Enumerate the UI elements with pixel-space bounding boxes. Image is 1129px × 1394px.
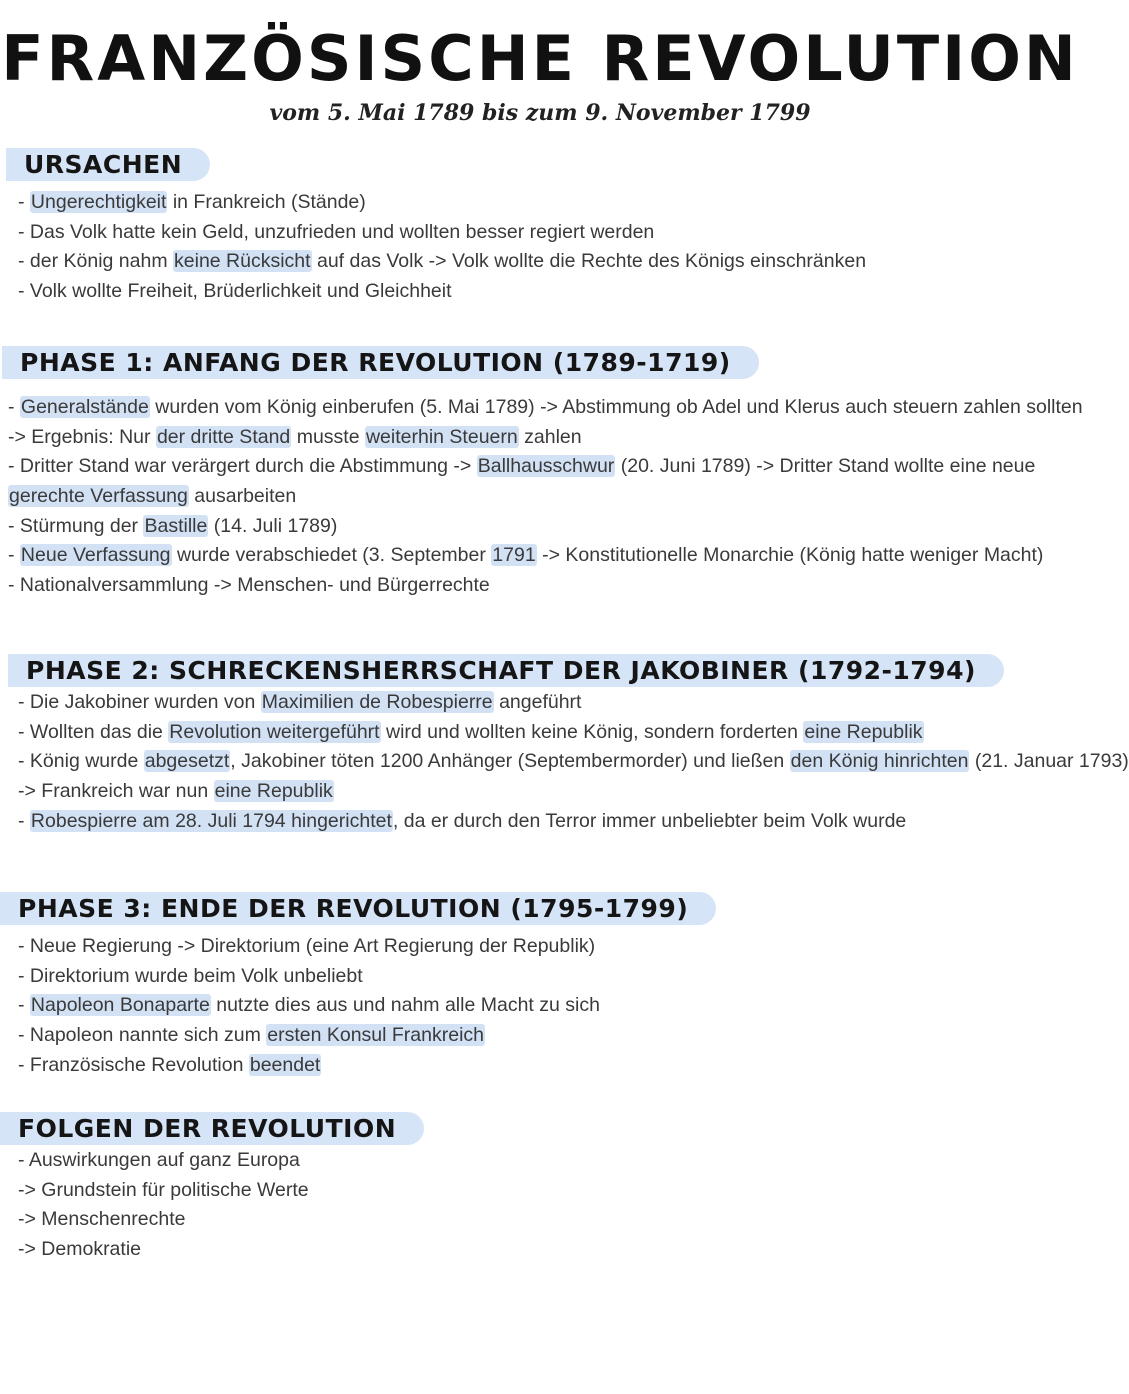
note-text: auf das Volk -> Volk wollte die Rechte des Königs einschränken (311, 250, 867, 273)
note-line (18, 277, 866, 307)
section-heading-folgen: FOLGEN DER REVOLUTION (0, 1112, 424, 1145)
note-line (18, 188, 866, 218)
highlighted-term: Napoleon Bonaparte (30, 994, 210, 1017)
highlighted-term: eine Republik (214, 780, 333, 803)
note-line (18, 932, 600, 962)
note-line (18, 807, 1129, 837)
note-text: angeführt (493, 691, 582, 713)
page-title: FRANZÖSISCHE REVOLUTION (1, 22, 1079, 95)
note-line (8, 393, 1083, 423)
note-line (18, 777, 1129, 807)
highlighted-term: weiterhin Steuern (365, 425, 518, 448)
section-body-phase-1 (8, 393, 1083, 601)
note-text: - Das Volk hatte kein Geld, unzufrieden und wollten besser regiert werden (18, 220, 655, 243)
note-line (18, 688, 1129, 718)
note-line (18, 1205, 309, 1235)
highlighted-term: Revolution weitergeführt (169, 720, 380, 743)
note-line (8, 571, 1083, 601)
note-text: - Die Jakobiner wurden von (18, 691, 261, 713)
note-text: - (18, 809, 30, 832)
highlighted-term: Neue Verfassung (20, 544, 171, 567)
note-line (18, 1021, 600, 1051)
note-text: -> Ergebnis: Nur (8, 425, 156, 448)
highlighted-term: 1791 (492, 544, 536, 567)
note-text: - Volk wollte Freiheit, Brüderlichkeit und Gleichheit (18, 280, 452, 303)
note-text: -> Konstitutionelle Monarchie (König hatte weniger Macht) (536, 544, 1044, 567)
note-line (18, 218, 866, 248)
note-text: - Stürmung der (8, 514, 144, 537)
highlighted-term: ersten Konsul Frankreich (267, 1024, 485, 1047)
highlighted-term: Generalstände (20, 396, 149, 418)
note-text: - der König nahm (18, 250, 174, 273)
note-text: , da er durch den Terror immer unbeliebter beim Volk wurde (392, 809, 907, 832)
highlighted-term: der dritte Stand (156, 425, 291, 448)
highlighted-term: Robespierre am 28. Juli 1794 hingerichtet (30, 809, 392, 832)
note-text: wurde verabschiedet (3. September (171, 544, 492, 567)
note-line (8, 512, 1083, 542)
note-text: , Jakobiner töten 1200 Anhänger (Septembermorder) und ließen (230, 750, 790, 773)
note-text: wird und wollten keine König, sondern forderten (380, 720, 804, 743)
note-text: ausarbeiten (188, 485, 297, 508)
highlighted-term: Ballhausschwur (477, 455, 615, 478)
note-text: (14. Juli 1789) (208, 514, 338, 537)
note-text: musste (291, 425, 365, 448)
note-text: - Neue Regierung -> Direktorium (eine Art Regierung der Republik) (18, 935, 596, 957)
note-text: - (18, 994, 30, 1017)
note-line (18, 747, 1129, 777)
note-line (8, 541, 1083, 571)
note-line (18, 1146, 309, 1176)
section-heading-phase-3: PHASE 3: ENDE DER REVOLUTION (1795-1799) (0, 892, 716, 925)
highlighted-term: abgesetzt (144, 750, 230, 773)
highlighted-term: Maximilien de Robespierre (261, 691, 493, 713)
note-text: wurden vom König einberufen (5. Mai 1789) -> Abstimmung ob Adel und Klerus auch steuern zahlen sollten (149, 396, 1083, 418)
note-line (8, 482, 1083, 512)
note-text: -> Frankreich war nun (18, 780, 214, 803)
note-text: -> Grundstein für politische Werte (18, 1178, 309, 1201)
note-text: -> Menschenrechte (18, 1208, 186, 1231)
note-text: - Wollten das die (18, 720, 169, 743)
note-text: - Auswirkungen auf ganz Europa (18, 1149, 300, 1171)
note-text: zahlen (518, 425, 582, 448)
note-text: - Französische Revolution (18, 1053, 249, 1076)
note-text: in Frankreich (Stände) (167, 191, 366, 213)
note-text: - (18, 191, 30, 213)
highlighted-term: keine Rücksicht (174, 250, 311, 273)
note-line (18, 247, 866, 277)
note-line (18, 1235, 309, 1265)
note-line (18, 991, 600, 1021)
page-subtitle: vom 5. Mai 1789 bis zum 9. November 1799 (269, 100, 811, 126)
section-body-phase-2 (18, 688, 1129, 836)
note-line (8, 452, 1083, 482)
note-text: -> Demokratie (18, 1238, 141, 1261)
note-text: (20. Juni 1789) -> Dritter Stand wollte eine neue (615, 455, 1036, 478)
note-line (18, 962, 600, 992)
note-text: - Direktorium wurde beim Volk unbeliebt (18, 964, 363, 987)
section-body-folgen (18, 1146, 309, 1265)
note-text: - Napoleon nannte sich zum (18, 1024, 267, 1047)
note-text: (21. Januar 1793) (969, 750, 1129, 773)
highlighted-term: eine Republik (804, 720, 923, 743)
note-text: - (8, 396, 20, 418)
note-text: nutzte dies aus und nahm alle Macht zu sich (210, 994, 600, 1017)
highlighted-term: beendet (249, 1053, 321, 1076)
note-text: - Nationalversammlung -> Menschen- und Bürgerrechte (8, 574, 490, 597)
section-heading-ursachen: URSACHEN (6, 148, 210, 181)
note-line (18, 1051, 600, 1081)
note-line (18, 718, 1129, 748)
note-line (18, 1176, 309, 1206)
note-text: - König wurde (18, 750, 144, 773)
section-body-phase-3 (18, 932, 600, 1080)
section-heading-phase-1: PHASE 1: ANFANG DER REVOLUTION (1789-1719) (2, 346, 759, 379)
highlighted-term: Bastille (144, 514, 208, 537)
section-body-ursachen (18, 188, 866, 307)
highlighted-term: den König hinrichten (790, 750, 969, 773)
note-line (8, 423, 1083, 453)
section-heading-phase-2: PHASE 2: SCHRECKENSHERRSCHAFT DER JAKOBINER (1792-1794) (8, 654, 1004, 687)
note-text: - (8, 544, 20, 567)
highlighted-term: Ungerechtigkeit (30, 191, 167, 213)
highlighted-term: gerechte Verfassung (9, 485, 188, 508)
note-text: - Dritter Stand war verärgert durch die Abstimmung -> (8, 455, 477, 478)
